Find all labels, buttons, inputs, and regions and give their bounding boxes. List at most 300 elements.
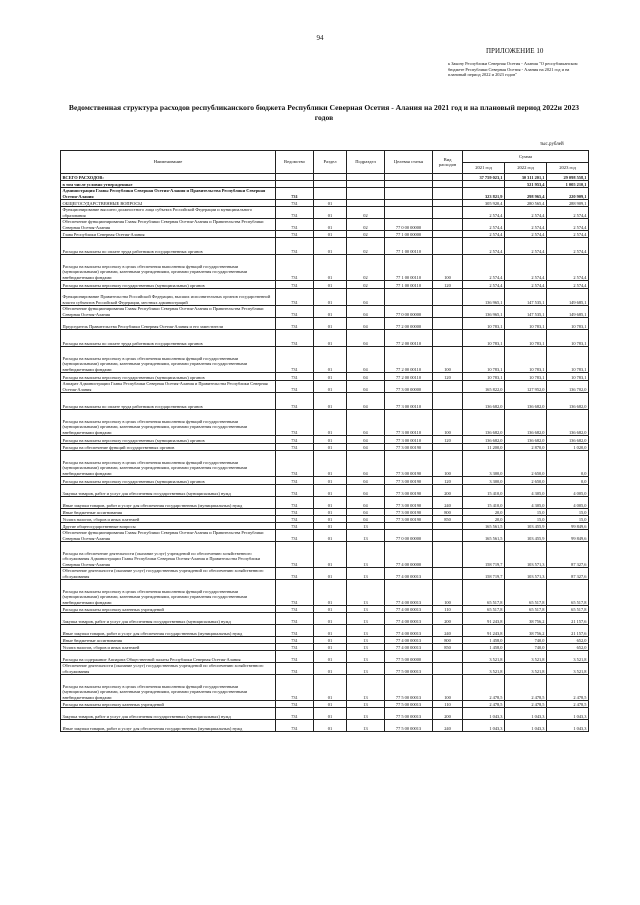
- table-row: [61, 188, 589, 200]
- table-row: [61, 373, 589, 381]
- cell-m: 731: [276, 720, 314, 732]
- cell-p: 04: [347, 485, 385, 497]
- cell-t: 77 2 00 00110: [385, 373, 433, 381]
- table-row: [61, 393, 589, 410]
- table-row: [61, 497, 589, 509]
- cell-a: 2 574,4: [463, 281, 505, 289]
- cell-c: 10 783,1: [547, 347, 589, 373]
- cell-c: 2 574,4: [547, 231, 589, 238]
- cell-t: 77 5 00 00013: [385, 663, 433, 675]
- cell-m: 731: [276, 393, 314, 410]
- cell-v: 120: [433, 477, 463, 485]
- table-row: [61, 625, 589, 637]
- cell-n: Председатель Правительства Республики Северная Осетия-Алания и его заместители: [61, 318, 276, 330]
- cell-s: 01: [314, 200, 347, 207]
- cell-c: 4 005,0: [547, 497, 589, 509]
- cell-n: Расходы на выплаты персоналу государственных (муниципальных) органов: [61, 477, 276, 485]
- cell-c: 2 574,4: [547, 238, 589, 255]
- cell-c: 99 849,6: [547, 530, 589, 542]
- cell-t: [385, 289, 433, 306]
- table-row: [61, 231, 589, 238]
- cell-v: 200: [433, 708, 463, 720]
- cell-s: 01: [314, 625, 347, 637]
- cell-t: 77 3 00 00190: [385, 444, 433, 451]
- header-2022: 2022 год: [505, 163, 547, 174]
- cell-s: 01: [314, 497, 347, 509]
- table-row: [61, 289, 589, 306]
- cell-m: 731: [276, 613, 314, 625]
- cell-a: 1 458,0: [463, 644, 505, 651]
- header-name: Наименование: [61, 151, 276, 174]
- cell-a: 10 783,1: [463, 318, 505, 330]
- cell-n: Расходы на выплаты персоналу государственных (муниципальных) органов: [61, 373, 276, 381]
- table-body: [61, 174, 589, 732]
- cell-s: 01: [314, 580, 347, 606]
- cell-b: 147 535,1: [505, 306, 547, 318]
- header-ministry: Ведомство: [276, 151, 314, 174]
- cell-p: 13: [347, 663, 385, 675]
- cell-m: 731: [276, 330, 314, 347]
- cell-s: 01: [314, 613, 347, 625]
- cell-c: 10 783,1: [547, 318, 589, 330]
- cell-p: 13: [347, 568, 385, 580]
- cell-t: 77 1 00 00110: [385, 255, 433, 281]
- cell-n: Расходы на выплаты персоналу государственных (муниципальных) органов: [61, 436, 276, 444]
- cell-a: 11 200,0: [463, 444, 505, 451]
- cell-a: 3 300,0: [463, 451, 505, 477]
- cell-c: 0,0: [547, 451, 589, 477]
- cell-a: 2 574,4: [463, 219, 505, 231]
- table-row: [61, 568, 589, 580]
- cell-b: 10 783,1: [505, 373, 547, 381]
- table-row: [61, 436, 589, 444]
- page-number: 94: [316, 34, 324, 42]
- table-row: [61, 613, 589, 625]
- cell-a: 158 719,7: [463, 542, 505, 568]
- cell-b: 147 535,1: [505, 289, 547, 306]
- cell-b: 2 478,5: [505, 675, 547, 701]
- cell-p: 04: [347, 509, 385, 516]
- cell-t: 77 4 00 00013: [385, 606, 433, 613]
- cell-v: [433, 542, 463, 568]
- cell-n: Функционирование высшего должностного лица субъекта Российской Федерации и муниципального образования: [61, 207, 276, 219]
- cell-t: 77 3 00 00190: [385, 477, 433, 485]
- cell-p: 02: [347, 231, 385, 238]
- cell-b: 65 517,8: [505, 606, 547, 613]
- cell-p: 13: [347, 523, 385, 530]
- cell-b: 2 574,4: [505, 207, 547, 219]
- cell-s: 01: [314, 568, 347, 580]
- cell-v: [433, 188, 463, 200]
- cell-p: [347, 174, 385, 181]
- cell-a: 2 574,4: [463, 238, 505, 255]
- cell-a: 10 783,1: [463, 347, 505, 373]
- cell-b: 38 756,2: [505, 625, 547, 637]
- cell-n: Расходы на выплаты по оплате труда работников государственных органов: [61, 238, 276, 255]
- header-section: Раздел: [314, 151, 347, 174]
- cell-b: 2 574,4: [505, 255, 547, 281]
- cell-n: ВСЕГО РАСХОДОВ:: [61, 174, 276, 181]
- cell-b: 65 517,8: [505, 580, 547, 606]
- cell-b: 1 043,3: [505, 708, 547, 720]
- cell-s: 01: [314, 720, 347, 732]
- cell-n: в том числе условно утвержденные: [61, 181, 276, 188]
- cell-s: 01: [314, 485, 347, 497]
- cell-s: 01: [314, 644, 347, 651]
- cell-t: 77 0 00 00000: [385, 530, 433, 542]
- cell-n: Функционирование Правительства Российской Федерации, высших исполнительных органов государственной власти субъектов Российской Федерации, местных администраций: [61, 289, 276, 306]
- cell-p: 04: [347, 477, 385, 485]
- cell-p: 13: [347, 720, 385, 732]
- cell-m: 731: [276, 675, 314, 701]
- cell-m: 731: [276, 219, 314, 231]
- cell-a: 1 458,0: [463, 637, 505, 644]
- cell-b: 1 043,3: [505, 720, 547, 732]
- table-row: [61, 207, 589, 219]
- cell-n: Обеспечение функционирования Главы Республики Северная Осетия-Алания и Правительства Республики Северная Осетия-Алания: [61, 219, 276, 231]
- cell-c: 65 517,8: [547, 606, 589, 613]
- cell-n: Расходы на выплаты персоналу в целях обеспечения выполнения функций государственными (муниципальными) органами, казенными учреждениями, органами управления государственными внебюджетными фондами: [61, 675, 276, 701]
- table-row: [61, 318, 589, 330]
- cell-v: [433, 181, 463, 188]
- cell-c: 288 909,1: [547, 200, 589, 207]
- cell-c: 0,0: [547, 477, 589, 485]
- cell-m: 731: [276, 231, 314, 238]
- cell-b: 2 650,0: [505, 477, 547, 485]
- cell-t: [385, 188, 433, 200]
- cell-b: 103 455,9: [505, 530, 547, 542]
- cell-t: 77 4 00 00000: [385, 542, 433, 568]
- cell-c: 3 521,8: [547, 651, 589, 663]
- cell-b: 10 783,1: [505, 318, 547, 330]
- cell-m: 731: [276, 306, 314, 318]
- cell-s: 01: [314, 542, 347, 568]
- cell-c: 2 478,5: [547, 675, 589, 701]
- cell-c: 65 517,8: [547, 580, 589, 606]
- cell-p: 13: [347, 675, 385, 701]
- cell-m: 731: [276, 188, 314, 200]
- cell-t: 77 2 00 00000: [385, 318, 433, 330]
- cell-b: 30 311 201,1: [505, 174, 547, 181]
- cell-v: 100: [433, 451, 463, 477]
- cell-c: 2 574,4: [547, 281, 589, 289]
- cell-v: [433, 444, 463, 451]
- cell-s: 01: [314, 523, 347, 530]
- cell-t: 77 0 00 00000: [385, 306, 433, 318]
- cell-m: 731: [276, 207, 314, 219]
- table-row: [61, 516, 589, 523]
- cell-b: 280 565,4: [505, 200, 547, 207]
- cell-t: [385, 181, 433, 188]
- cell-v: 110: [433, 606, 463, 613]
- cell-p: 02: [347, 207, 385, 219]
- cell-p: 13: [347, 708, 385, 720]
- cell-p: 04: [347, 436, 385, 444]
- cell-m: 731: [276, 637, 314, 644]
- cell-s: 01: [314, 347, 347, 373]
- cell-n: Расходы на выплаты по оплате труда работников государственных органов: [61, 330, 276, 347]
- cell-n: Расходы на выплаты персоналу государственных (муниципальных) органов: [61, 281, 276, 289]
- cell-a: 1 043,3: [463, 708, 505, 720]
- cell-p: 04: [347, 373, 385, 381]
- cell-v: 100: [433, 255, 463, 281]
- table-row: [61, 174, 589, 181]
- cell-n: Другие общегосударственные вопросы: [61, 523, 276, 530]
- cell-t: 77 1 00 00000: [385, 231, 433, 238]
- cell-b: 2 870,0: [505, 444, 547, 451]
- cell-n: Закупка товаров, работ и услуг для обеспечения государственных (муниципальных) нужд: [61, 485, 276, 497]
- cell-s: 01: [314, 373, 347, 381]
- cell-v: [433, 568, 463, 580]
- cell-n: Обеспечение деятельности (оказание услуг) государственных учреждений по обеспечению хозяйственного обслуживания: [61, 663, 276, 675]
- cell-s: 01: [314, 444, 347, 451]
- cell-s: 01: [314, 606, 347, 613]
- cell-p: 02: [347, 219, 385, 231]
- cell-p: 13: [347, 637, 385, 644]
- cell-v: 110: [433, 701, 463, 708]
- cell-m: 731: [276, 381, 314, 393]
- cell-m: [276, 181, 314, 188]
- cell-p: 04: [347, 451, 385, 477]
- cell-m: 731: [276, 708, 314, 720]
- cell-s: 01: [314, 708, 347, 720]
- cell-s: [314, 174, 347, 181]
- cell-m: 731: [276, 523, 314, 530]
- cell-m: 731: [276, 477, 314, 485]
- cell-s: 01: [314, 637, 347, 644]
- cell-p: 04: [347, 347, 385, 373]
- cell-b: 521 953,4: [505, 181, 547, 188]
- cell-t: 77 3 00 00110: [385, 436, 433, 444]
- cell-a: 2 574,4: [463, 231, 505, 238]
- header-type: Вид расходов: [433, 151, 463, 174]
- cell-a: 2 574,4: [463, 207, 505, 219]
- cell-b: 10 783,1: [505, 347, 547, 373]
- table-row: [61, 523, 589, 530]
- cell-m: 731: [276, 530, 314, 542]
- cell-c: 87 327,6: [547, 568, 589, 580]
- cell-s: 01: [314, 219, 347, 231]
- cell-a: 165 561,5: [463, 523, 505, 530]
- cell-v: [433, 523, 463, 530]
- cell-m: [276, 174, 314, 181]
- cell-p: 04: [347, 516, 385, 523]
- cell-t: 77 4 00 00013: [385, 625, 433, 637]
- cell-b: 4 305,0: [505, 497, 547, 509]
- cell-p: 02: [347, 238, 385, 255]
- cell-m: 731: [276, 644, 314, 651]
- cell-m: 731: [276, 568, 314, 580]
- table-row: [61, 238, 589, 255]
- cell-v: 100: [433, 675, 463, 701]
- cell-c: 149 685,1: [547, 289, 589, 306]
- cell-m: 731: [276, 255, 314, 281]
- cell-a: 65 517,8: [463, 580, 505, 606]
- cell-a: 2 574,4: [463, 255, 505, 281]
- table-row: [61, 701, 589, 708]
- cell-b: 136 682,0: [505, 436, 547, 444]
- cell-c: 1 043,3: [547, 720, 589, 732]
- cell-t: 77 0 00 00000: [385, 219, 433, 231]
- cell-c: 136 682,0: [547, 410, 589, 436]
- cell-p: 04: [347, 289, 385, 306]
- cell-s: 01: [314, 477, 347, 485]
- cell-s: [314, 181, 347, 188]
- cell-s: 01: [314, 516, 347, 523]
- table-row: [61, 181, 589, 188]
- cell-t: 77 3 00 00110: [385, 410, 433, 436]
- cell-a: 15 410,0: [463, 497, 505, 509]
- cell-t: 77 2 00 00110: [385, 347, 433, 373]
- cell-t: 77 4 00 00013: [385, 637, 433, 644]
- cell-s: 01: [314, 651, 347, 663]
- cell-c: 1 020,0: [547, 444, 589, 451]
- header-2023: 2023 год: [547, 163, 589, 174]
- cell-p: 13: [347, 651, 385, 663]
- cell-p: [347, 200, 385, 207]
- appendix-subtitle: к Закону Республики Северная Осетия - Алания "О республиканском бюджете Республики Северная Осетия - Алания на 2021 год и на плановый период 2022 и 2023 годов": [448, 61, 578, 78]
- cell-p: 13: [347, 644, 385, 651]
- cell-p: 04: [347, 497, 385, 509]
- cell-b: 103 455,9: [505, 523, 547, 530]
- cell-c: 1 043,3: [547, 708, 589, 720]
- cell-v: 240: [433, 497, 463, 509]
- cell-s: 01: [314, 436, 347, 444]
- cell-n: Глава Республики Северная Осетия-Алания: [61, 231, 276, 238]
- table-row: [61, 347, 589, 373]
- cell-s: 01: [314, 381, 347, 393]
- cell-b: 136 682,0: [505, 410, 547, 436]
- cell-a: 3 521,8: [463, 651, 505, 663]
- units-label: тыс.рублей: [540, 142, 564, 147]
- cell-s: 01: [314, 410, 347, 436]
- cell-c: 2 574,4: [547, 255, 589, 281]
- cell-a: 136 965,1: [463, 289, 505, 306]
- cell-t: [385, 207, 433, 219]
- cell-v: [433, 207, 463, 219]
- cell-t: 77 4 00 00013: [385, 644, 433, 651]
- cell-m: 731: [276, 444, 314, 451]
- cell-c: 87 327,6: [547, 542, 589, 568]
- cell-c: 15,0: [547, 516, 589, 523]
- table-row: [61, 651, 589, 663]
- cell-v: 240: [433, 625, 463, 637]
- cell-p: 13: [347, 542, 385, 568]
- cell-b: 136 682,0: [505, 393, 547, 410]
- cell-m: 731: [276, 651, 314, 663]
- cell-c: 1 005 210,1: [547, 181, 589, 188]
- cell-s: 01: [314, 330, 347, 347]
- cell-v: 120: [433, 281, 463, 289]
- cell-t: 77 5 00 00013: [385, 675, 433, 701]
- cell-c: 2 574,4: [547, 219, 589, 231]
- cell-t: 77 5 00 00013: [385, 720, 433, 732]
- cell-c: 3 521,8: [547, 663, 589, 675]
- cell-p: 13: [347, 625, 385, 637]
- expenditure-table: [60, 150, 589, 732]
- cell-a: 136 682,0: [463, 410, 505, 436]
- table-row: [61, 637, 589, 644]
- cell-b: 15,0: [505, 516, 547, 523]
- cell-t: 77 4 00 00013: [385, 568, 433, 580]
- cell-b: 2 574,4: [505, 219, 547, 231]
- cell-v: 120: [433, 373, 463, 381]
- cell-m: 731: [276, 451, 314, 477]
- cell-v: [433, 231, 463, 238]
- cell-a: 3 300,0: [463, 477, 505, 485]
- cell-c: 220 909,1: [547, 188, 589, 200]
- cell-b: 127 952,0: [505, 381, 547, 393]
- cell-n: Расходы на выплаты персоналу в целях обеспечения выполнения функций государственными (муниципальными) органами, казенными учреждениями, органами управления государственными внебюджетными фондами: [61, 410, 276, 436]
- cell-b: 740,0: [505, 644, 547, 651]
- cell-v: [433, 330, 463, 347]
- cell-s: 01: [314, 231, 347, 238]
- cell-v: [433, 219, 463, 231]
- cell-c: 2 574,4: [547, 207, 589, 219]
- cell-p: 13: [347, 701, 385, 708]
- cell-t: 77 3 00 00000: [385, 381, 433, 393]
- cell-a: 15 410,0: [463, 485, 505, 497]
- cell-n: Обеспечение деятельности (оказание услуг) государственных учреждений по обеспечению хозяйственного обслуживания: [61, 568, 276, 580]
- cell-v: [433, 318, 463, 330]
- cell-b: 2 650,0: [505, 451, 547, 477]
- cell-c: 15,0: [547, 509, 589, 516]
- cell-n: Иные закупки товаров, работ и услуг для обеспечения государственных (муниципальных) нужд: [61, 625, 276, 637]
- cell-n: Расходы на выплаты персоналу казенных учреждений: [61, 701, 276, 708]
- cell-n: Уплата налогов, сборов и иных платежей: [61, 644, 276, 651]
- cell-n: Иные закупки товаров, работ и услуг для обеспечения государственных (муниципальных) нужд: [61, 720, 276, 732]
- cell-a: 91 243,8: [463, 613, 505, 625]
- cell-v: 100: [433, 347, 463, 373]
- cell-a: 3 521,8: [463, 663, 505, 675]
- cell-n: Расходы на выплаты персоналу в целях обеспечения выполнения функций государственными (муниципальными) органами, казенными учреждениями, органами управления государственными внебюджетными фондами: [61, 255, 276, 281]
- cell-v: [433, 200, 463, 207]
- cell-p: 02: [347, 255, 385, 281]
- cell-v: [433, 393, 463, 410]
- cell-v: [433, 663, 463, 675]
- cell-n: Расходы на содержание Аппарата Общественной палаты Республики Северная Осетия-Алания: [61, 651, 276, 663]
- cell-t: 77 3 00 00190: [385, 451, 433, 477]
- cell-s: 01: [314, 663, 347, 675]
- cell-v: 850: [433, 644, 463, 651]
- cell-t: 77 4 00 00013: [385, 613, 433, 625]
- cell-p: 04: [347, 306, 385, 318]
- cell-m: 731: [276, 238, 314, 255]
- appendix-label: ПРИЛОЖЕНИЕ 10: [486, 47, 544, 55]
- cell-b: 38 756,2: [505, 613, 547, 625]
- cell-p: 13: [347, 580, 385, 606]
- table-row: [61, 281, 589, 289]
- cell-m: 731: [276, 625, 314, 637]
- table-row: [61, 542, 589, 568]
- cell-a: 37 759 023,1: [463, 174, 505, 181]
- cell-m: 731: [276, 580, 314, 606]
- cell-m: 731: [276, 497, 314, 509]
- cell-p: 02: [347, 281, 385, 289]
- table-row: [61, 509, 589, 516]
- cell-t: 77 5 00 00000: [385, 651, 433, 663]
- cell-p: 04: [347, 318, 385, 330]
- cell-a: 20,0: [463, 516, 505, 523]
- cell-b: 298 965,4: [505, 188, 547, 200]
- cell-p: 04: [347, 381, 385, 393]
- table-row: [61, 255, 589, 281]
- cell-s: 01: [314, 207, 347, 219]
- cell-b: 10 783,1: [505, 330, 547, 347]
- cell-n: Иные бюджетные ассигнования: [61, 637, 276, 644]
- cell-c: 10 783,1: [547, 330, 589, 347]
- cell-v: [433, 174, 463, 181]
